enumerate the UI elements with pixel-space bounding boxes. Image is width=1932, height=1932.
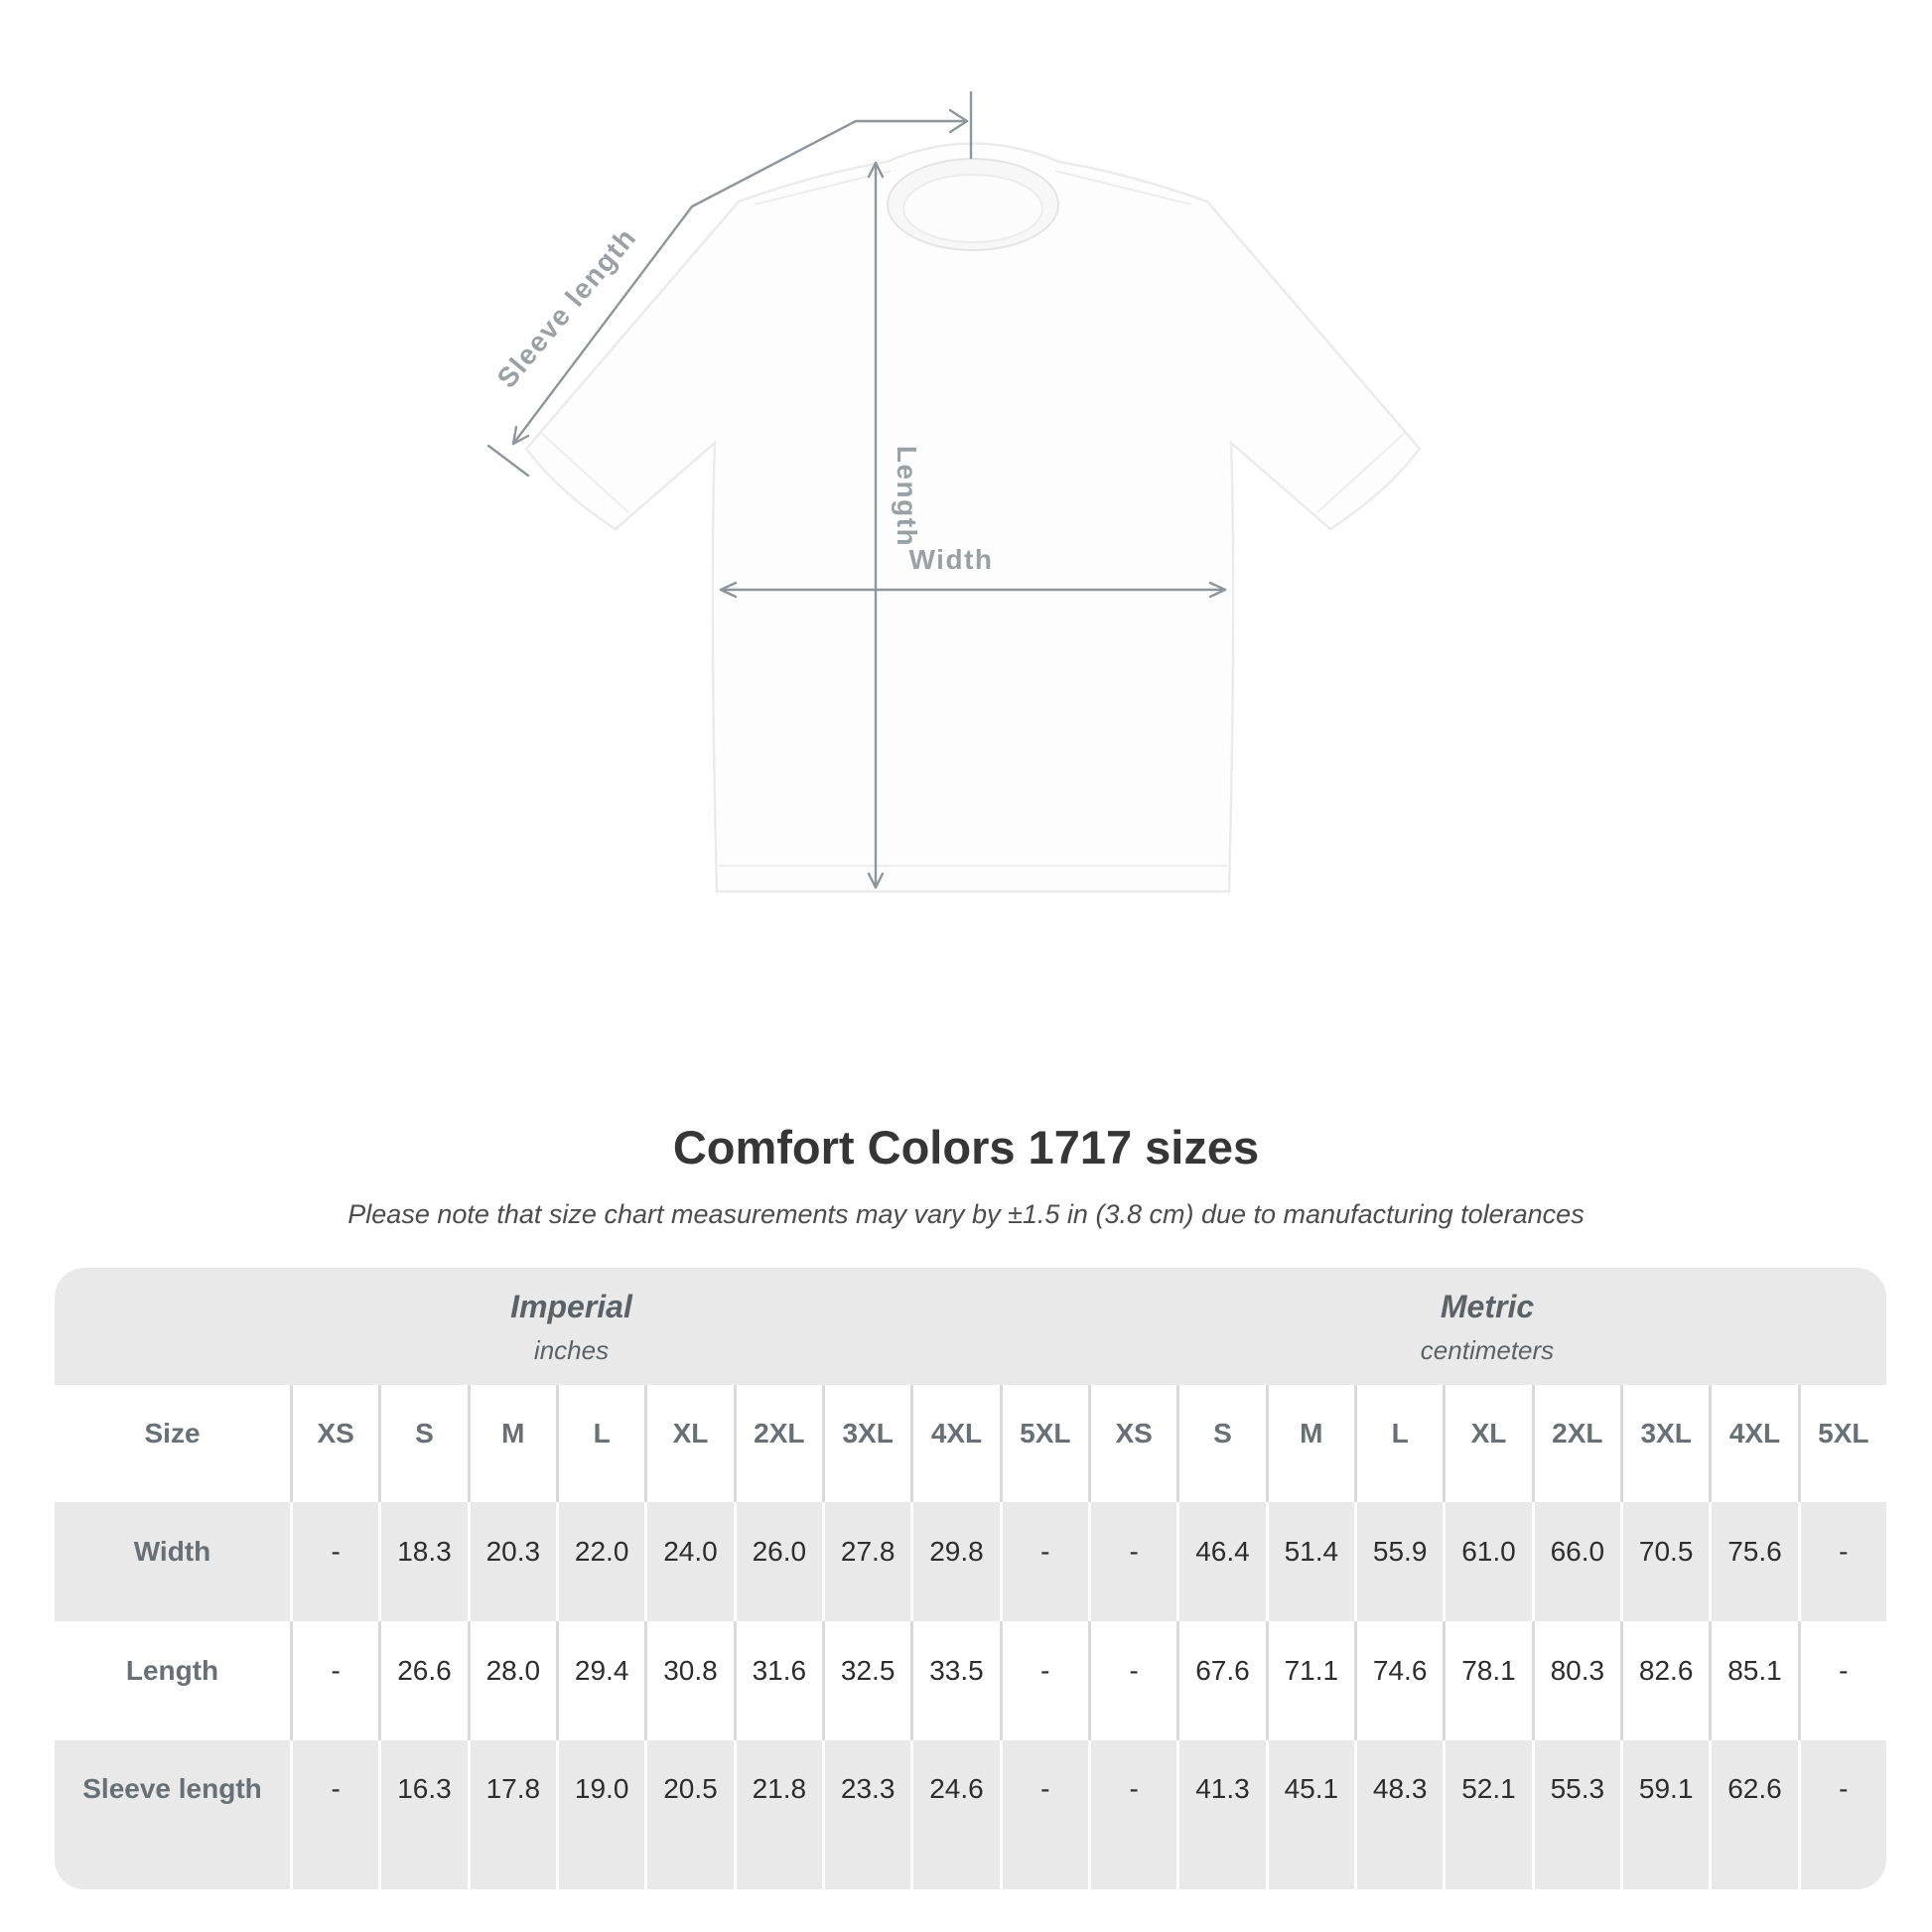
cell-width-imperial-l: 22.0 — [556, 1502, 644, 1621]
cell-length-imperial-2xl: 31.6 — [734, 1621, 822, 1740]
cell-sleeve-length-metric-2xl: 55.3 — [1532, 1740, 1620, 1889]
size-col-header-metric-m: M — [1266, 1385, 1354, 1502]
cell-sleeve-length-imperial-xl: 20.5 — [644, 1740, 733, 1889]
row-label-length: Length — [55, 1621, 290, 1740]
size-col-header-metric-5xl: 5XL — [1798, 1385, 1886, 1502]
size-col-header-imperial-3xl: 3XL — [822, 1385, 910, 1502]
cell-sleeve-length-metric-l: 48.3 — [1354, 1740, 1443, 1889]
collar-inner — [903, 175, 1042, 242]
cell-width-metric-xl: 61.0 — [1443, 1502, 1531, 1621]
cell-sleeve-length-metric-s: 41.3 — [1176, 1740, 1265, 1889]
metric-unit: centimeters — [1420, 1335, 1555, 1365]
cell-sleeve-length-metric-xs: - — [1088, 1740, 1176, 1889]
cell-width-imperial-5xl: - — [1000, 1502, 1088, 1621]
cell-sleeve-length-imperial-4xl: 24.6 — [910, 1740, 999, 1889]
tshirt-illustration — [526, 144, 1420, 893]
cell-length-metric-2xl: 80.3 — [1532, 1621, 1620, 1740]
cell-sleeve-length-metric-3xl: 59.1 — [1620, 1740, 1709, 1889]
cell-length-metric-4xl: 85.1 — [1709, 1621, 1797, 1740]
cell-length-imperial-5xl: - — [1000, 1621, 1088, 1740]
imperial-header: Imperial — [510, 1289, 632, 1324]
cell-width-metric-l: 55.9 — [1354, 1502, 1443, 1621]
size-col-header-metric-xl: XL — [1443, 1385, 1531, 1502]
metric-header: Metric — [1440, 1289, 1535, 1324]
cell-sleeve-length-metric-5xl: - — [1798, 1740, 1886, 1889]
size-col-header-metric-xs: XS — [1088, 1385, 1176, 1502]
size-col-header-imperial-s: S — [378, 1385, 467, 1502]
row-label-width: Width — [55, 1502, 290, 1621]
cell-sleeve-length-metric-4xl: 62.6 — [1709, 1740, 1797, 1889]
size-col-header-imperial-xs: XS — [290, 1385, 378, 1502]
cell-length-imperial-l: 29.4 — [556, 1621, 644, 1740]
cell-length-imperial-3xl: 32.5 — [822, 1621, 910, 1740]
cell-sleeve-length-imperial-s: 16.3 — [378, 1740, 467, 1889]
tolerance-note: Please note that size chart measurements may vary by ±1.5 in (3.8 cm) due to manufacturing tolerances — [347, 1199, 1585, 1229]
cell-width-metric-2xl: 66.0 — [1532, 1502, 1620, 1621]
cell-width-metric-4xl: 75.6 — [1709, 1502, 1797, 1621]
size-col-header-imperial-2xl: 2XL — [734, 1385, 822, 1502]
cell-width-metric-s: 46.4 — [1176, 1502, 1265, 1621]
size-col-header-metric-2xl: 2XL — [1532, 1385, 1620, 1502]
cell-width-metric-5xl: - — [1798, 1502, 1886, 1621]
row-label-sleeve-length: Sleeve length — [55, 1740, 290, 1889]
cell-length-metric-l: 74.6 — [1354, 1621, 1443, 1740]
cell-width-imperial-xs: - — [290, 1502, 378, 1621]
cell-width-imperial-s: 18.3 — [378, 1502, 467, 1621]
size-table — [55, 1268, 1886, 1889]
cell-width-metric-m: 51.4 — [1266, 1502, 1354, 1621]
cell-length-imperial-xs: - — [290, 1621, 378, 1740]
cell-sleeve-length-imperial-xs: - — [290, 1740, 378, 1889]
cell-width-metric-3xl: 70.5 — [1620, 1502, 1709, 1621]
cell-length-imperial-m: 28.0 — [468, 1621, 556, 1740]
tshirt-body — [526, 144, 1420, 893]
cell-length-imperial-4xl: 33.5 — [910, 1621, 999, 1740]
page-title: Comfort Colors 1717 sizes — [672, 1121, 1260, 1173]
sleeve-end-tick — [488, 446, 528, 476]
cell-length-metric-m: 71.1 — [1266, 1621, 1354, 1740]
cell-sleeve-length-metric-m: 45.1 — [1266, 1740, 1354, 1889]
size-col-header-imperial-4xl: 4XL — [910, 1385, 999, 1502]
imperial-unit: inches — [533, 1335, 610, 1365]
cell-length-metric-3xl: 82.6 — [1620, 1621, 1709, 1740]
cell-width-imperial-m: 20.3 — [468, 1502, 556, 1621]
size-col-header-imperial-xl: XL — [644, 1385, 733, 1502]
cell-width-metric-xs: - — [1088, 1502, 1176, 1621]
size-col-header-metric-s: S — [1176, 1385, 1265, 1502]
cell-width-imperial-3xl: 27.8 — [822, 1502, 910, 1621]
size-col-header-imperial-5xl: 5XL — [1000, 1385, 1088, 1502]
cell-length-metric-xs: - — [1088, 1621, 1176, 1740]
size-col-header-imperial-l: L — [556, 1385, 644, 1502]
cell-sleeve-length-imperial-l: 19.0 — [556, 1740, 644, 1889]
width-label: Width — [908, 544, 994, 575]
cell-length-metric-xl: 78.1 — [1443, 1621, 1531, 1740]
imperial-header-group — [55, 1268, 1088, 1385]
cell-sleeve-length-imperial-3xl: 23.3 — [822, 1740, 910, 1889]
length-label: Length — [892, 445, 922, 548]
cell-sleeve-length-imperial-2xl: 21.8 — [734, 1740, 822, 1889]
cell-sleeve-length-imperial-5xl: - — [1000, 1740, 1088, 1889]
unit-header-band — [55, 1268, 1886, 1385]
size-col-header-metric-3xl: 3XL — [1620, 1385, 1709, 1502]
size-col-header-metric-l: L — [1354, 1385, 1443, 1502]
cell-length-imperial-xl: 30.8 — [644, 1621, 733, 1740]
cell-length-imperial-s: 26.6 — [378, 1621, 467, 1740]
cell-sleeve-length-imperial-m: 17.8 — [468, 1740, 556, 1889]
cell-sleeve-length-metric-xl: 52.1 — [1443, 1740, 1531, 1889]
size-header-corner: Size — [55, 1385, 290, 1502]
cell-length-metric-5xl: - — [1798, 1621, 1886, 1740]
size-col-header-metric-4xl: 4XL — [1709, 1385, 1797, 1502]
metric-header-group — [1088, 1268, 1886, 1385]
cell-length-metric-s: 67.6 — [1176, 1621, 1265, 1740]
cell-width-imperial-xl: 24.0 — [644, 1502, 733, 1621]
cell-width-imperial-2xl: 26.0 — [734, 1502, 822, 1621]
size-col-header-imperial-m: M — [468, 1385, 556, 1502]
cell-width-imperial-4xl: 29.8 — [910, 1502, 999, 1621]
size-grid — [55, 1385, 1886, 1889]
sleeve-length-label: Sleeve length — [490, 221, 642, 394]
